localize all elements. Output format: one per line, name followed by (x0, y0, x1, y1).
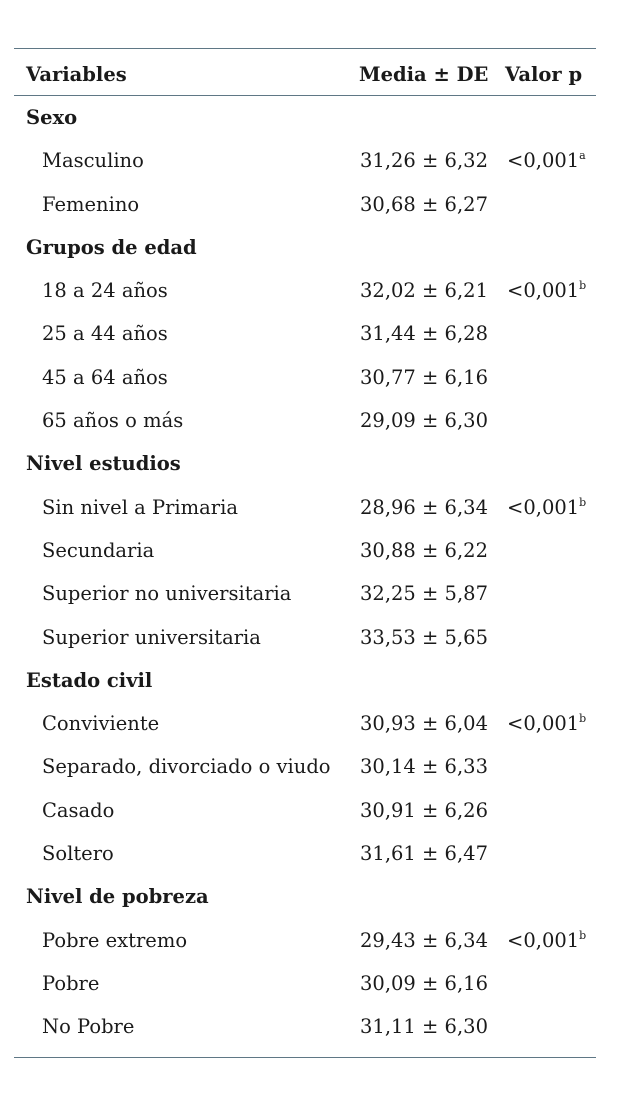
row-label: Soltero (42, 842, 114, 866)
table-body (14, 96, 596, 1049)
row-mean-sd: 32,02 ± 6,21 (360, 279, 488, 303)
row-label: 18 a 24 años (42, 279, 168, 303)
table-row (14, 832, 596, 875)
table-row (14, 269, 596, 312)
row-label: Superior universitaria (42, 625, 261, 649)
section-title: Sexo (26, 106, 78, 129)
row-label: Pobre extremo (42, 928, 188, 952)
p-value-superscript: b (579, 712, 587, 726)
row-mean-sd: 32,25 ± 5,87 (360, 582, 488, 606)
row-mean-sd: 30,68 ± 6,27 (360, 192, 488, 216)
section-row (14, 226, 596, 269)
p-value-superscript: b (579, 279, 587, 293)
row-label: 45 a 64 años (42, 365, 168, 389)
table-row (14, 486, 596, 529)
row-label: Secundaria (42, 538, 155, 562)
table-row (14, 962, 596, 1005)
table-row (14, 529, 596, 572)
row-mean-sd: 29,09 ± 6,30 (360, 409, 488, 433)
p-value-text: <0,001 (507, 928, 580, 952)
section-title: Grupos de edad (26, 235, 197, 259)
row-p-value (507, 712, 586, 735)
row-mean-sd: 30,09 ± 6,16 (360, 971, 488, 995)
row-label: Conviviente (42, 712, 160, 736)
table-row (14, 919, 596, 962)
row-label: Sin nivel a Primaria (42, 495, 238, 519)
row-label: Masculino (42, 149, 144, 173)
section-title: Nivel estudios (26, 452, 181, 476)
section-row (14, 659, 596, 702)
p-value-text: <0,001 (507, 712, 580, 736)
table-row (14, 702, 596, 745)
p-value-superscript: b (579, 928, 587, 942)
row-p-value (507, 279, 586, 302)
table-row (14, 616, 596, 659)
row-mean-sd: 31,44 ± 6,28 (360, 322, 488, 346)
table-row (14, 572, 596, 615)
row-label: Casado (42, 798, 115, 822)
table-row (14, 312, 596, 355)
table-row (14, 356, 596, 399)
row-mean-sd: 33,53 ± 5,65 (360, 625, 488, 649)
row-label: Superior no universitaria (42, 582, 292, 606)
row-label: No Pobre (42, 1015, 135, 1039)
section-row (14, 875, 596, 918)
row-label: Separado, divorciado o viudo (42, 755, 331, 779)
row-label: 25 a 44 años (42, 322, 168, 346)
table-row (14, 745, 596, 788)
table-row (14, 399, 596, 442)
table-header (14, 49, 596, 95)
row-mean-sd: 30,91 ± 6,26 (360, 798, 488, 822)
table-bottom-rule (14, 1057, 596, 1058)
row-mean-sd: 30,93 ± 6,04 (360, 712, 488, 736)
p-value-superscript: b (579, 495, 587, 509)
row-p-value (507, 149, 586, 172)
row-mean-sd: 30,77 ± 6,16 (360, 365, 488, 389)
row-p-value (507, 929, 586, 952)
p-value-text: <0,001 (507, 279, 580, 303)
section-row (14, 442, 596, 485)
p-value-text: <0,001 (507, 495, 580, 519)
row-mean-sd: 31,11 ± 6,30 (360, 1015, 488, 1039)
row-label: Pobre (42, 971, 100, 995)
table-row (14, 789, 596, 832)
table-row (14, 139, 596, 182)
row-mean-sd: 31,61 ± 6,47 (360, 842, 488, 866)
table-row (14, 183, 596, 226)
row-mean-sd: 30,88 ± 6,22 (360, 538, 488, 562)
row-label: Femenino (42, 192, 140, 216)
row-label: 65 años o más (42, 409, 184, 433)
row-mean-sd: 30,14 ± 6,33 (360, 755, 488, 779)
row-mean-sd: 28,96 ± 6,34 (360, 495, 488, 519)
header-mean-sd: Media ± DE (359, 63, 489, 86)
p-value-superscript: a (579, 149, 586, 163)
statistics-table (14, 48, 596, 1058)
row-p-value (507, 496, 586, 519)
section-title: Estado civil (26, 668, 153, 692)
section-row (14, 96, 596, 139)
p-value-text: <0,001 (507, 149, 580, 173)
row-mean-sd: 31,26 ± 6,32 (360, 149, 488, 173)
header-variables: Variables (26, 63, 127, 86)
table-row (14, 1005, 596, 1048)
section-title: Nivel de pobreza (26, 885, 209, 909)
header-p-value: Valor p (505, 63, 583, 86)
row-mean-sd: 29,43 ± 6,34 (360, 928, 488, 952)
